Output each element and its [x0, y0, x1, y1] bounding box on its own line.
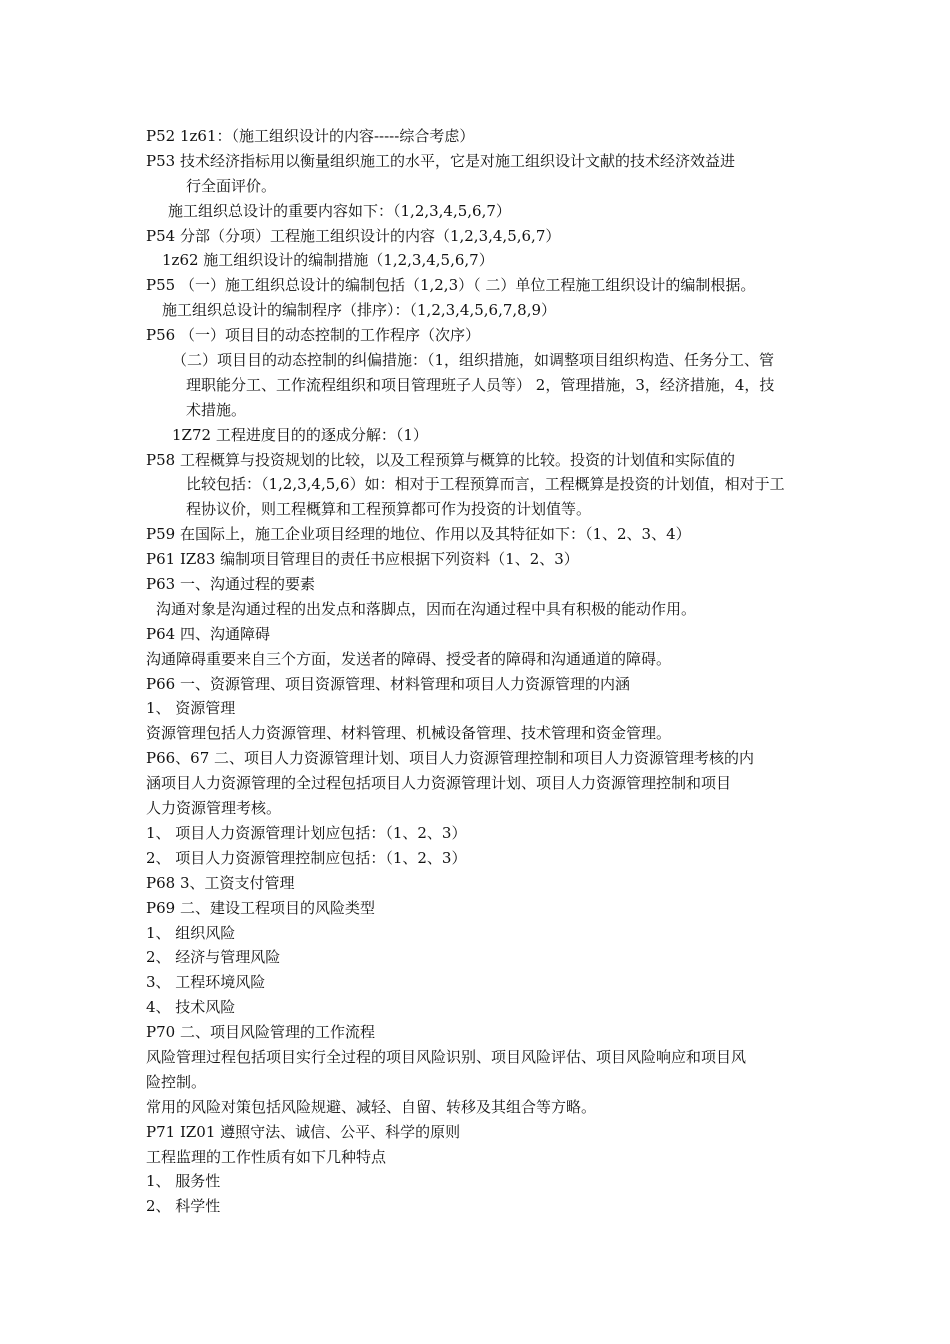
text-line: 术措施。 [186, 400, 247, 419]
text-line: 1、 项目人力资源管理计划应包括：（1、2、3） [146, 823, 467, 842]
text-line: P53 技术经济指标用以衡量组织施工的水平，它是对施工组织设计文献的技术经济效益进 [146, 151, 735, 170]
text-line: P59 在国际上，施工企业项目经理的地位、作用以及其特征如下：（1、2、3、4） [146, 525, 691, 544]
text-line: 1z62 施工组织设计的编制措施（1,2,3,4,5,6,7） [162, 251, 494, 270]
text-line: 2、 经济与管理风险 [146, 948, 281, 967]
text-line: 3、 工程环境风险 [146, 973, 266, 992]
text-line: P55 （一）施工组织总设计的编制包括（1,2,3）（ 二）单位工程施工组织设计的编制根据。 [146, 276, 756, 295]
text-line: P58 工程概算与投资规划的比较，以及工程预算与概算的比较。投资的计划值和实际值的 [146, 450, 735, 469]
text-line: 险控制。 [146, 1072, 207, 1091]
text-line: 2、 科学性 [146, 1197, 221, 1216]
text-line: 理职能分工、工作流程组织和项目管理班子人员等） 2，管理措施，3，经济措施，4，技 [186, 375, 775, 394]
text-line: 1、 服务性 [146, 1172, 221, 1191]
text-line: 行全面评价。 [186, 176, 277, 195]
text-line: P52 1z61：（施工组织设计的内容-----综合考虑） [146, 127, 475, 145]
text-line: P56 （一）项目目的动态控制的工作程序（次序） [146, 326, 480, 345]
text-line: 沟通对象是沟通过程的出发点和落脚点，因而在沟通过程中具有积极的能动作用。 [156, 599, 697, 618]
text-line: 沟通障碍重要来自三个方面，发送者的障碍、授受者的障碍和沟通通道的障碍。 [146, 649, 672, 668]
text-line: P63 一、沟通过程的要素 [146, 575, 315, 594]
text-line: P66 一、资源管理、项目资源管理、材料管理和项目人力资源管理的内涵 [146, 674, 630, 693]
text-line: P61 IZ83 编制项目管理目的责任书应根据下列资料（1、2、3） [146, 550, 579, 569]
text-line: P54 分部（分项）工程施工组织设计的内容（1,2,3,4,5,6,7） [146, 226, 561, 245]
text-line: 工程监理的工作性质有如下几种特点 [146, 1147, 387, 1166]
text-line: 比较包括：（1,2,3,4,5,6）如：相对于工程预算而言，工程概算是投资的计划值，相对于工 [186, 475, 785, 494]
text-line: 程协议价，则工程概算和工程预算都可作为投资的计划值等。 [186, 500, 592, 519]
text-line: 人力资源管理考核。 [146, 799, 282, 818]
text-line: P66、67 二、项目人力资源管理计划、项目人力资源管理控制和项目人力资源管理考核的内 [146, 749, 755, 768]
text-line: P71 IZ01 遵照守法、诚信、公平、科学的原则 [146, 1122, 461, 1141]
text-line: 1Z72 工程进度目的的逐成分解：（1） [172, 425, 428, 444]
text-line: 风险管理过程包括项目实行全过程的项目风险识别、项目风险评估、项目风险响应和项目风 [146, 1047, 747, 1066]
document-body [146, 124, 814, 1219]
text-line: P69 二、建设工程项目的风险类型 [146, 898, 375, 917]
text-line: 1、 组织风险 [146, 923, 236, 942]
text-line: 施工组织总设计的编制程序（排序）：（1,2,3,4,5,6,7,8,9） [162, 301, 557, 320]
text-line: 施工组织总设计的重要内容如下：（1,2,3,4,5,6,7） [168, 201, 511, 220]
text-line: 2、 项目人力资源管理控制应包括：（1、2、3） [146, 848, 467, 867]
text-line: P70 二、项目风险管理的工作流程 [146, 1023, 375, 1042]
text-line: 常用的风险对策包括风险规避、减轻、自留、转移及其组合等方略。 [146, 1097, 597, 1116]
text-line: （二）项目目的动态控制的纠偏措施：（1，组织措施，如调整项目组织构造、任务分工、管 [172, 351, 775, 370]
text-line: 涵项目人力资源管理的全过程包括项目人力资源管理计划、项目人力资源管理控制和项目 [146, 774, 732, 793]
text-line: 4、 技术风险 [146, 998, 236, 1017]
text-line: P68 3、工资支付管理 [146, 873, 295, 892]
text-line: 资源管理包括人力资源管理、材料管理、机械设备管理、技术管理和资金管理。 [146, 724, 672, 743]
text-line: P64 四、沟通障碍 [146, 624, 270, 643]
text-line: 1、 资源管理 [146, 699, 236, 718]
